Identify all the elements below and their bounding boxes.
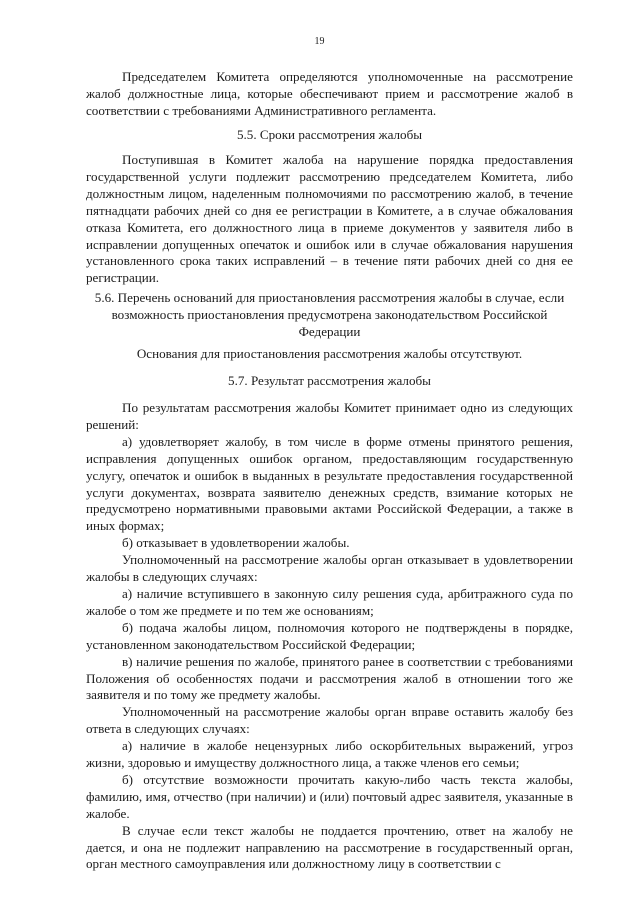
paragraph-review-terms	[86, 152, 573, 287]
heading-text: 5.6. Перечень оснований для приостановления рассмотрения жалобы в случае, если возможность приостановления предусмотрена законодательством Российской Федерации	[94, 290, 565, 339]
paragraph-no-suspension	[86, 346, 573, 363]
paragraph-text: Основания для приостановления рассмотрения жалобы отсутствуют.	[136, 346, 523, 361]
paragraph-text: По результатам рассмотрения жалобы Комитет принимает одно из следующих решений:	[86, 400, 573, 432]
paragraph-text: в) наличие решения по жалобе, принятого ранее в соответствии с требованиями Положения об особенностях подачи и рассмотрения жалоб в отношении того же заявителя и по тому же предмету жалобы.	[86, 653, 573, 703]
section-heading-5-7	[86, 373, 573, 390]
heading-text: 5.5. Сроки рассмотрения жалобы	[236, 127, 423, 142]
paragraph-text: а) наличие вступившего в законную силу решения суда, арбитражного суда по жалобе о том же предмете и по тем же основаниям;	[86, 585, 573, 618]
page-number: 19	[314, 36, 325, 47]
paragraph-text: а) наличие в жалобе нецензурных либо оскорбительных выражений, угроз жизни, здоровью и имуществу должностного лица, а также членов его семьи;	[86, 738, 573, 771]
paragraph-text: Уполномоченный на рассмотрение жалобы орган отказывает в удовлетворении жалобы в следующих случаях:	[86, 552, 573, 585]
paragraph-text: б) отсутствие возможности прочитать какую-либо часть текста жалобы, фамилию, имя, отчество (при наличии) и (или) почтовый адрес заявителя, указанные в жалобе.	[86, 771, 573, 821]
paragraph-text: Поступившая в Комитет жалоба на нарушение порядка предоставления государственной услуги подлежит рассмотрению председателем Комитета, либо должностным лицом, наделенным полномочиями по рассмотрению жалоб, в течение пятнадцати рабочих дней со дня ее регистрации в Комитете, а в случае обжалования отказа Комитета, его должностного лица в приеме документов у заявителя либо в исправлении допущенных опечаток и ошибок или в случае обжалования нарушения установленного срока таких исправлений – в течение пяти рабочих дней со дня ее регистрации.	[86, 152, 573, 286]
paragraph-text: а) удовлетворяет жалобу, в том числе в форме отмены принятого решения, исправления допущенных ошибок органом, предоставляющим государственную услугу, опечаток и ошибок в выданных в результате предоставления государственной услуги документах, возврата заявителю денежных средств, взимание которых не предусмотрено нормативными правовыми актами Российской Федерации, а также в иных формах;	[86, 433, 573, 534]
paragraph-text: Уполномоченный на рассмотрение жалобы орган вправе оставить жалобу без ответа в следующих случаях:	[86, 704, 573, 737]
section-heading-5-6	[86, 290, 573, 341]
paragraph-text: б) подача жалобы лицом, полномочия которого не подтверждены в порядке, установленном законодательством Российской Федерации;	[86, 619, 573, 652]
paragraph-text: В случае если текст жалобы не поддается прочтению, ответ на жалобу не дается, и она не подлежит направлению на рассмотрение в государственный орган, орган местного самоуправления или должностному лицу в соответствии с	[86, 822, 573, 872]
heading-text: 5.7. Результат рассмотрения жалобы	[228, 373, 431, 388]
paragraph-committee-chairman	[86, 69, 573, 120]
paragraph-text: Председателем Комитета определяются уполномоченные на рассмотрение жалоб должностные лица, которые обеспечивают прием и рассмотрение жалоб в соответствии с требованиями Административного регламента.	[86, 69, 573, 118]
section-heading-5-5	[86, 127, 573, 144]
section-body-5-7	[86, 400, 573, 873]
paragraph-text: б) отказывает в удовлетворении жалобы.	[122, 535, 350, 551]
